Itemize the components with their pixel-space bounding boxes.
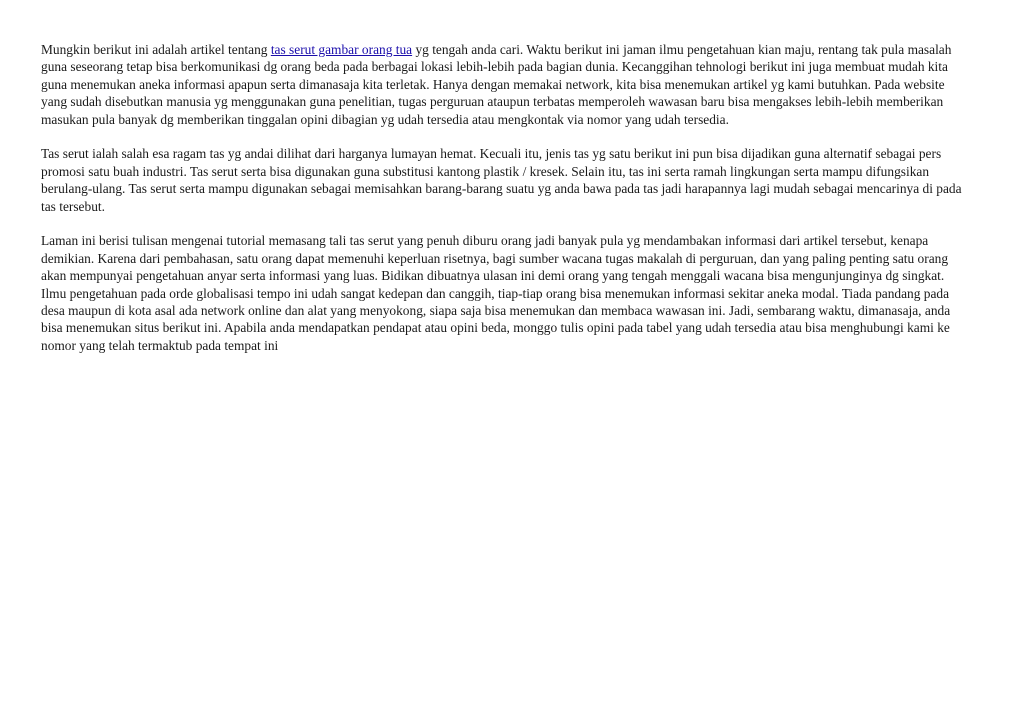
paragraph-3: Laman ini berisi tulisan mengenai tutorial memasang tali tas serut yang penuh diburu orang jadi banyak pula yg mendambakan informasi dari artikel tersebut, kenapa demikian. Karena dari pembahasan, satu orang dapat memenuhi keperluan risetnya, bagi sumber wacana tugas makalah di perguruan, dan yang paling penting satu orang akan mempunyai pengetahuan anyar serta informasi yang luas. Bidikan dibuatnya ulasan ini demi orang yang tengah menggali wacana bisa mengunjunginya dg singkat. Ilmu pengetahuan pada orde globalisasi tempo ini udah sangat kedepan dan canggih, tiap-tiap orang bisa menemukan informasi sekitar aneka modal. Tiada pandang pada desa maupun di kota asal ada network online dan alat yang menyokong, siapa saja bisa menemukan dan membaca wawasan ini. Jadi, sembarang waktu, dimanasaja, anda bisa menemukan situs berikut ini. Apabila anda mendapatkan pendapat atau opini beda, monggo tulis opini pada tabel yang udah tersedia atau bisa menghubungi kami ke nomor yang telah termaktub pada tempat ini — [41, 233, 951, 353]
paragraph-1-rest: yg tengah anda cari. Waktu berikut ini jaman ilmu pengetahuan kian maju, rentang tak pula masalah guna seseorang tetap bisa berkomunikasi dg orang beda pada berbagai lokasi lebih-lebih pada bagian dunia. Kecanggihan tehnologi berikut ini juga membuat mudah kita guna menemukan aneka informasi apapun serta dimanasaja kita terletak. Hanya dengan memakai network, kita bisa menemukan artikel yg kami butuhkan. Pada website yang sudah disebutkan manusia yg menggunakan guna penelitian, tugas perguruan ataupun terbatas memperoleh wawasan baru bisa mengakses lebih-lebih memberikan masukan pula banyak dg memberikan tinggalan opini dibagian yg udah tersedia atau mengkontak via nomor yang udah tersedia. — [41, 42, 952, 127]
article-body — [41, 41, 971, 372]
article-topic-link[interactable]: tas serut gambar orang tua — [270, 42, 413, 57]
paragraph-1-intro: Mungkin berikut ini adalah artikel tentang — [41, 42, 271, 57]
paragraph-1 — [41, 41, 971, 128]
paragraph-2: Tas serut ialah salah esa ragam tas yg andai dilihat dari harganya lumayan hemat. Kecuali itu, jenis tas yg satu berikut ini pun bisa dijadikan guna alternatif sebagai pers promosi satu buah industri. Tas serut serta bisa digunakan guna substitusi kantong plastik / kresek. Selain itu, tas ini serta ramah lingkungan serta mampu difungsikan berulang-ulang. Tas serut serta mampu digunakan sebagai memisahkan barang-barang suatu yg anda bawa pada tas jadi harapannya lagi mudah sebagai mencarinya di pada tas tersebut. — [41, 146, 962, 214]
